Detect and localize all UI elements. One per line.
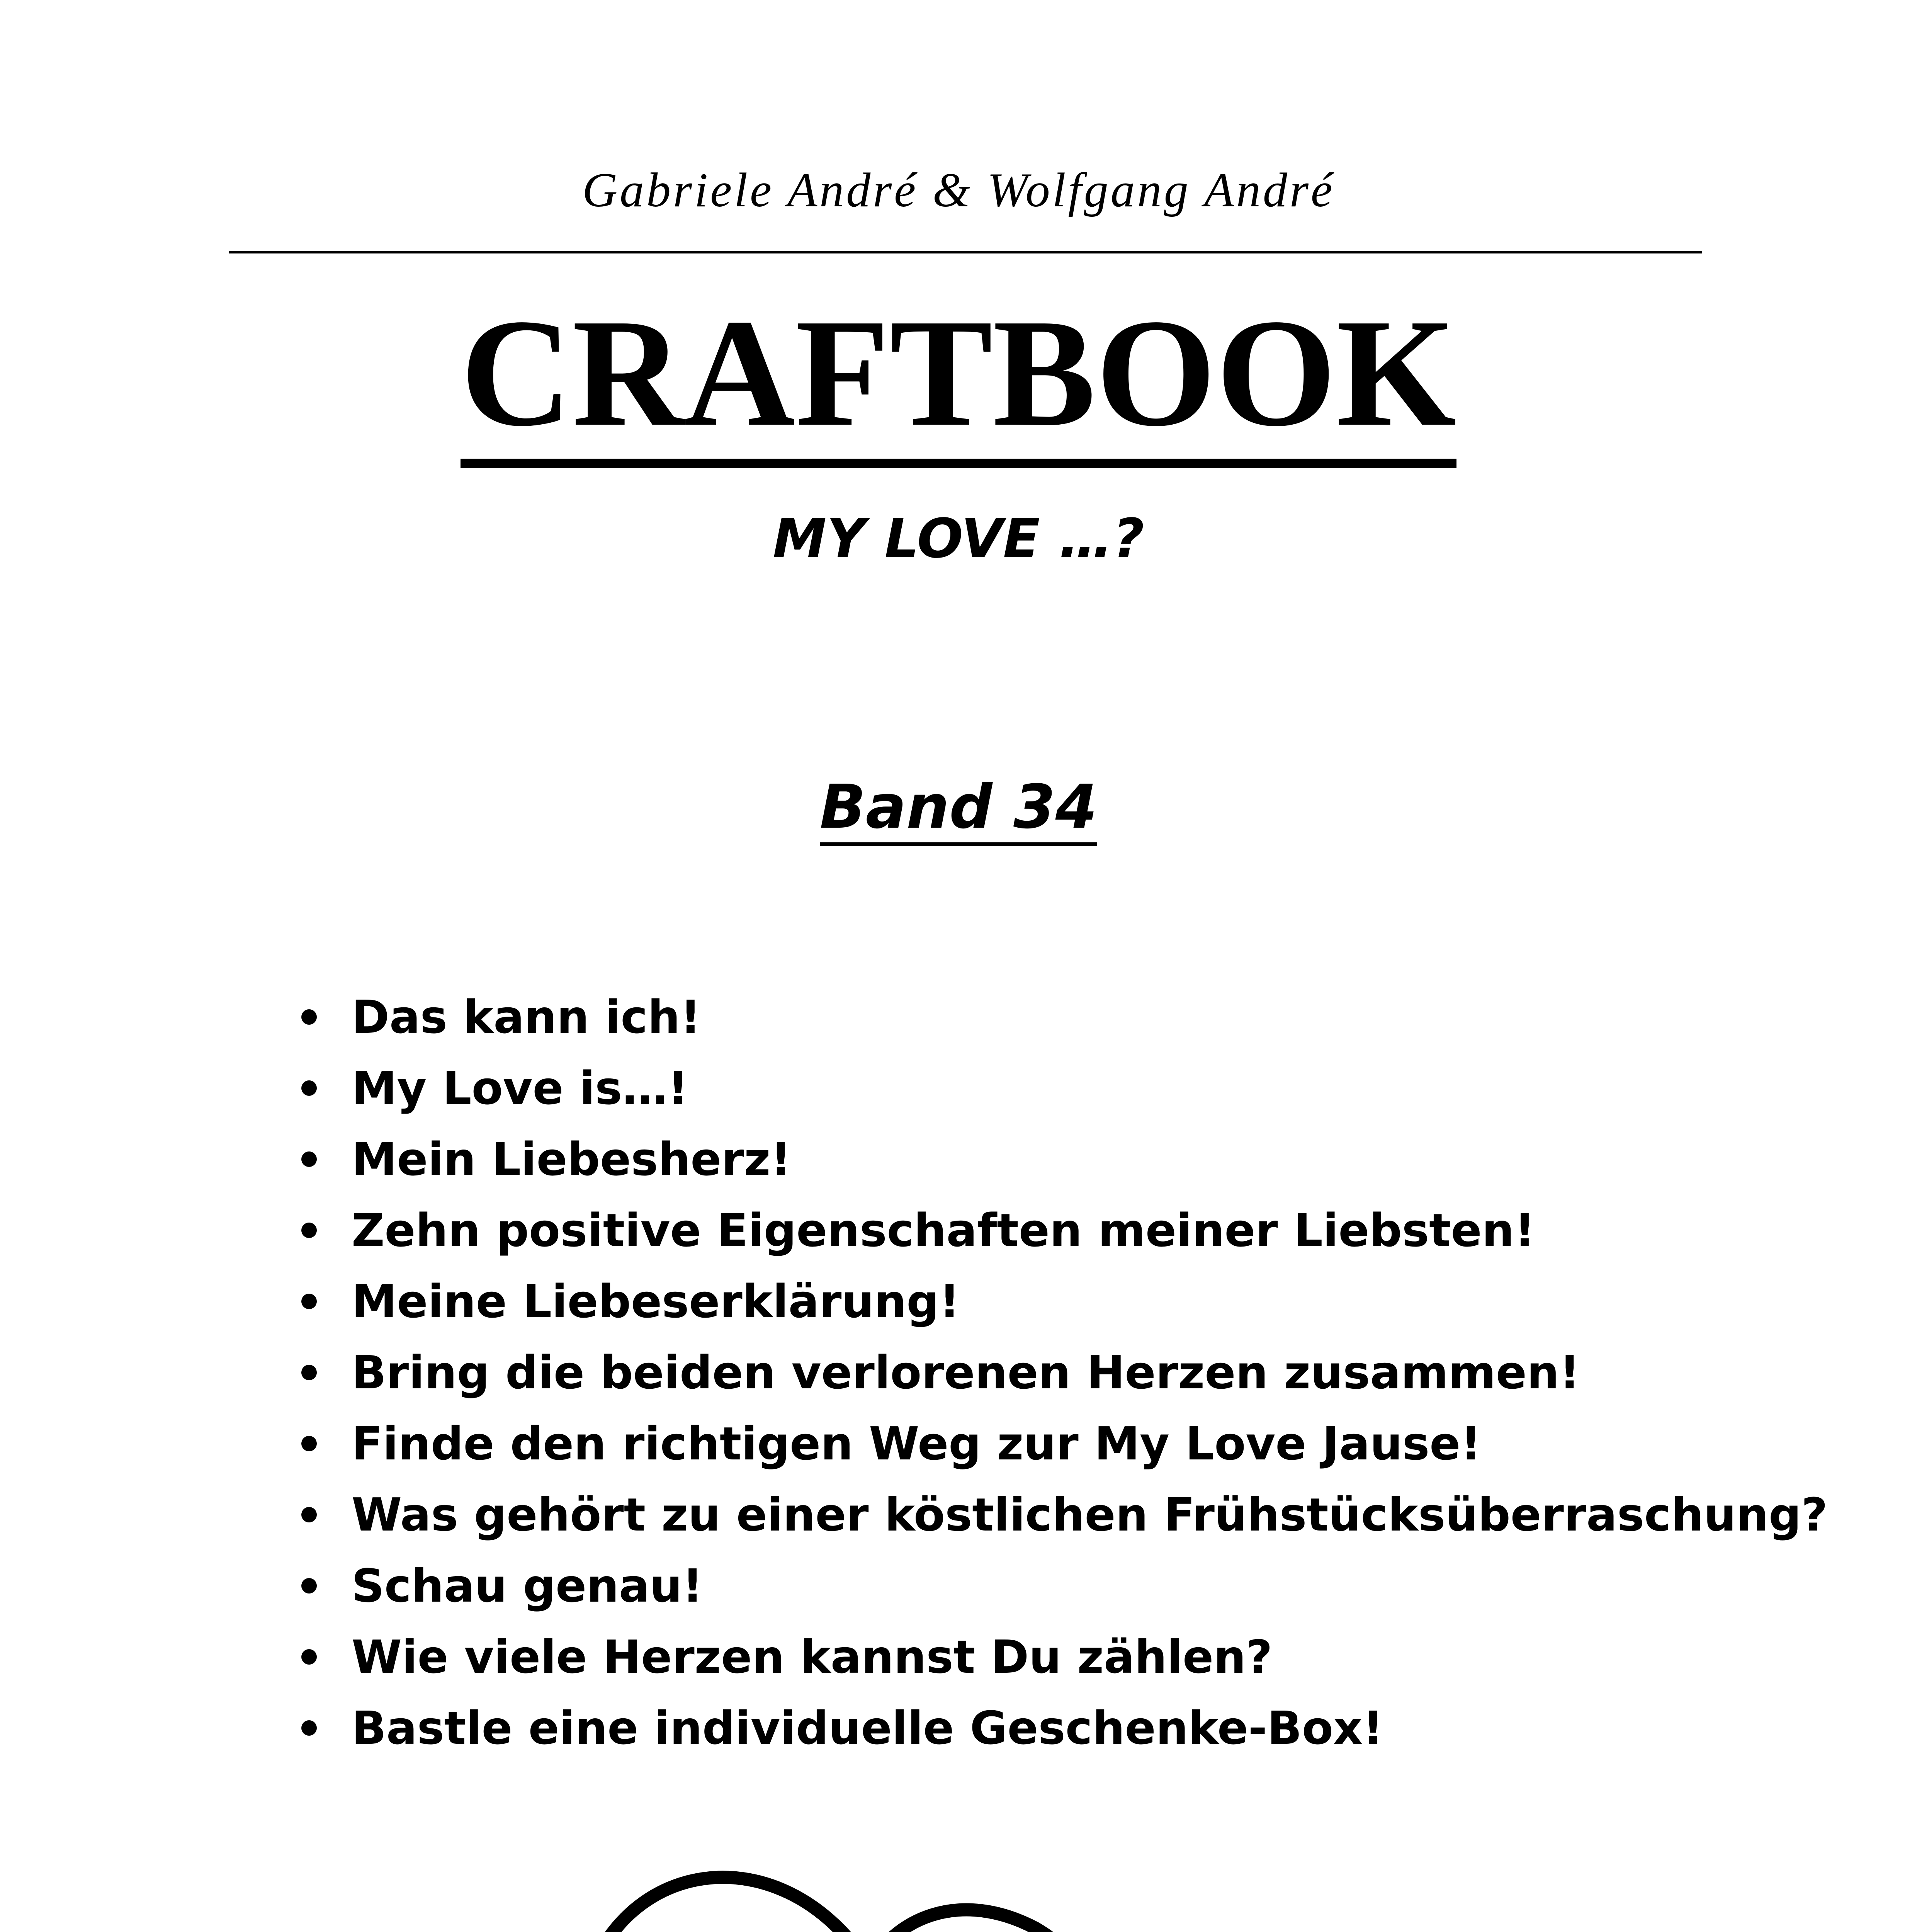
volume-label [0,772,1917,846]
bullet-icon [301,1578,317,1594]
contents-item-text: Bring die beiden verlorenen Herzen zusammen! [352,1346,1580,1399]
contents-list [301,981,1828,1764]
contents-item-text: Finde den richtigen Weg zur My Love Jause! [352,1417,1482,1470]
bullet-icon [301,1507,317,1522]
book-subtitle: MY LOVE …? [773,507,1144,570]
contents-item-text: Das kann ich! [352,990,701,1044]
contents-item-text: My Love is…! [352,1061,689,1115]
bullet-icon [301,1720,317,1736]
volume-label-text: Band 34 [820,777,1097,846]
contents-item [301,1408,1828,1479]
contents-item-text: Mein Liebesherz! [352,1133,792,1186]
bullet-icon [301,1294,317,1309]
waving-heart-character-icon [479,1839,1453,1932]
contents-item-text: Zehn positive Eigenschaften meiner Liebsten! [352,1204,1535,1257]
contents-item-text: Schau genau! [352,1559,703,1612]
bullet-icon [301,1223,317,1238]
contents-item-text: Bastle eine individuelle Geschenke-Box! [352,1701,1383,1755]
authors-header: Gabriele André & Wolfgang André [582,163,1335,217]
bullet-icon [301,1649,317,1665]
contents-item-text: Meine Liebeserklärung! [352,1275,960,1328]
contents-item-text: Wie viele Herzen kannst Du zählen? [352,1630,1273,1684]
contents-item [301,1621,1828,1692]
bullet-icon [301,1436,317,1451]
contents-item [301,1692,1828,1764]
contents-item [301,1195,1828,1266]
contents-item [301,1479,1828,1550]
contents-item-text: Was gehört zu einer köstlichen Frühstücksüberraschung? [352,1488,1828,1541]
contents-item [301,1337,1828,1408]
contents-item [301,981,1828,1053]
book-title-text: CRAFTBOOK [461,296,1456,468]
contents-item [301,1266,1828,1337]
header-rule [229,251,1702,253]
contents-item [301,1124,1828,1195]
bullet-icon [301,1080,317,1096]
bullet-icon [301,1365,317,1380]
contents-item [301,1053,1828,1124]
bullet-icon [301,1009,317,1025]
contents-item [301,1550,1828,1621]
book-title [0,287,1917,468]
heart-body-outline [576,1877,1120,1932]
bullet-icon [301,1151,317,1167]
